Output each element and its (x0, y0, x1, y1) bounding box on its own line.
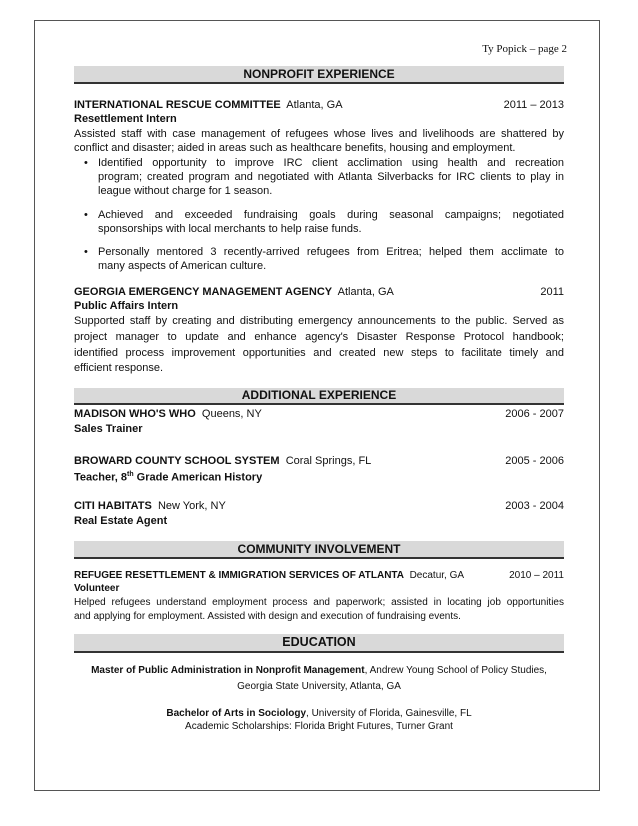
refugee-org: REFUGEE RESETTLEMENT & IMMIGRATION SERVICES OF ATLANTA (74, 570, 405, 581)
gema-desc-3: identified process improvement opportunities and created new steps to facilitate timely and (74, 347, 564, 359)
list-item: • Personally mentored 3 recently-arrived refugees from Eritrea; helped them acclimate to many aspects of American culture. (74, 245, 564, 273)
ba-line (74, 707, 564, 720)
madison-location: Queens, NY (201, 408, 262, 420)
refugee-dates: 2010 – 2011 (509, 570, 564, 581)
mpa-degree: Master of Public Administration in Nonprofit Management (91, 665, 365, 676)
refugee-role: Volunteer (74, 583, 120, 594)
citi-heading (74, 499, 564, 513)
refugee-desc-2: and applying for employment. Assisted with design and execution of fundraising events. (74, 611, 461, 622)
broward-role: Teacher, 8th Grade American History (74, 471, 263, 484)
irc-role: Resettlement Intern (74, 113, 177, 125)
gema-desc-4: efficient response. (74, 362, 164, 374)
gema-desc-2: project manager to update and enhance agency's Disaster Response Protocol handbook; (74, 331, 564, 343)
gema-org: GEORGIA EMERGENCY MANAGEMENT AGENCY (74, 286, 333, 298)
citi-org: CITI HABITATS (74, 500, 152, 512)
citi-role: Real Estate Agent (74, 515, 168, 527)
refugee-heading (74, 569, 564, 582)
mpa-school-line2: Georgia State University, Atlanta, GA (237, 681, 401, 692)
section-education: EDUCATION (74, 634, 564, 653)
madison-heading (74, 407, 564, 421)
irc-heading (74, 98, 564, 112)
refugee-desc-1: Helped refugees understand employment process and paperwork; assisted in locating job opportunities (74, 597, 564, 608)
madison-org: MADISON WHO'S WHO (74, 408, 196, 420)
broward-heading (74, 454, 564, 468)
mpa-school: , Andrew Young School of Policy Studies, (364, 665, 547, 676)
gema-location: Atlanta, GA (337, 286, 394, 298)
gema-heading (74, 285, 564, 299)
broward-org: BROWARD COUNTY SCHOOL SYSTEM (74, 455, 280, 467)
madison-role: Sales Trainer (74, 423, 143, 435)
broward-dates: 2005 - 2006 (505, 455, 564, 467)
ba-scholarships: Academic Scholarships: Florida Bright Futures, Turner Grant (185, 721, 453, 732)
irc-org: INTERNATIONAL RESCUE COMMITTEE (74, 99, 281, 111)
gema-role: Public Affairs Intern (74, 300, 179, 312)
irc-desc-2: conflict and disaster; aided in areas such as healthcare benefits, housing and employment. (74, 142, 516, 154)
citi-location: New York, NY (157, 500, 226, 512)
citi-dates: 2003 - 2004 (505, 500, 564, 512)
section-additional: ADDITIONAL EXPERIENCE (74, 388, 564, 405)
madison-dates: 2006 - 2007 (505, 408, 564, 420)
mpa-line (74, 664, 564, 677)
refugee-location: Decatur, GA (409, 570, 465, 581)
ba-degree: Bachelor of Arts in Sociology (166, 708, 307, 719)
irc-bullets (74, 156, 564, 273)
section-community: COMMUNITY INVOLVEMENT (74, 541, 564, 559)
gema-desc-1: Supported staff by creating and distributing emergency announcements to the public. Served as (74, 315, 564, 327)
broward-location: Coral Springs, FL (285, 455, 372, 467)
list-item: • Achieved and exceeded fundraising goals during seasonal campaigns; negotiated sponsorships with local merchants to help raise funds. (74, 208, 564, 236)
irc-dates: 2011 – 2013 (503, 99, 564, 111)
section-nonprofit: NONPROFIT EXPERIENCE (74, 66, 564, 84)
ba-school: , University of Florida, Gainesville, FL (306, 708, 472, 719)
irc-desc-1: Assisted staff with case management of refugees whose lives and livelihoods are shattered by (74, 128, 564, 140)
list-item: • Identified opportunity to improve IRC client acclimation using health and recreation program; created program and negotiated with Atlanta Silverbacks for IRC clients to play in league without charge for 1 season. (74, 156, 564, 198)
irc-location: Atlanta, GA (286, 99, 343, 111)
gema-dates: 2011 (540, 286, 564, 298)
page-header: Ty Popick – page 2 (482, 43, 567, 55)
